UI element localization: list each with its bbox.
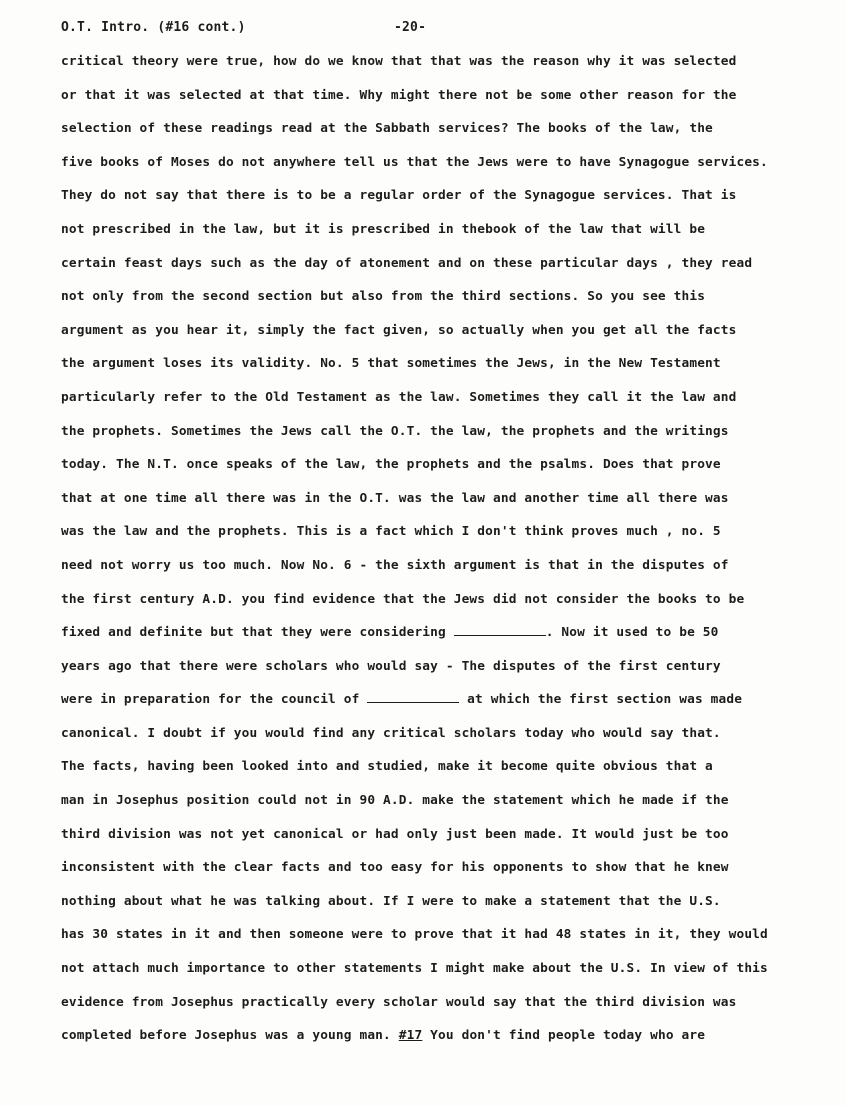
text-line: not only from the second section but also from the third sections. So you see this — [61, 289, 706, 305]
text-line: nothing about what he was talking about. If I were to make a statement that the U.S. — [61, 893, 721, 909]
text-line: They do not say that there is to be a regular order of the Synagogue services. That is — [61, 188, 737, 204]
text-line: canonical. I doubt if you would find any critical scholars today who would say that. — [61, 725, 721, 741]
section-reference: #17 — [398, 1028, 423, 1044]
text-segment: . Now it used to be 50 — [545, 625, 719, 641]
fill-in-blank — [454, 623, 546, 636]
text-line: selection of these readings read at the Sabbath services? The books of the law, the — [61, 121, 713, 137]
text-line: or that it was selected at that time. Why might there not be some other reason for the — [61, 87, 737, 103]
page-number: -20- — [394, 20, 427, 35]
text-line: The facts, having been looked into and studied, make it become quite obvious that a — [61, 759, 713, 775]
text-segment: You don't find people today who are — [422, 1028, 706, 1044]
text-segment: fixed and definite but that they were considering — [61, 625, 454, 641]
text-line-last — [61, 1026, 831, 1060]
text-line: was the law and the prophets. This is a fact which I don't think proves much , no. 5 — [61, 524, 721, 540]
text-segment: were in preparation for the council of — [61, 692, 368, 708]
text-line: the first century A.D. you find evidence that the Jews did not consider the books to be — [61, 591, 745, 607]
text-segment: at which the first section was made — [459, 692, 743, 708]
body-text — [61, 52, 831, 1060]
text-line: not attach much importance to other statements I might make about the U.S. In view of this — [61, 961, 768, 977]
text-line: third division was not yet canonical or had only just been made. It would just be too — [61, 826, 729, 842]
text-segment: completed before Josephus was a young man. — [61, 1028, 399, 1044]
text-line: inconsistent with the clear facts and too easy for his opponents to show that he knew — [61, 860, 729, 876]
text-line: certain feast days such as the day of atonement and on these particular days , they read — [61, 255, 753, 271]
text-line: particularly refer to the Old Testament as the law. Sometimes they call it the law and — [61, 389, 737, 405]
text-line-with-blank — [61, 623, 831, 657]
text-line: five books of Moses do not anywhere tell us that the Jews were to have Synagogue services. — [61, 154, 768, 170]
text-line: the argument loses its validity. No. 5 that sometimes the Jews, in the New Testament — [61, 356, 721, 372]
text-line: man in Josephus position could not in 90 A.D. make the statement which he made if the — [61, 793, 729, 809]
text-line: critical theory were true, how do we know that that was the reason why it was selected — [61, 54, 737, 69]
fill-in-blank — [367, 690, 459, 703]
text-line-with-blank — [61, 690, 831, 724]
text-line: years ago that there were scholars who would say - The disputes of the first century — [61, 658, 721, 674]
text-line: evidence from Josephus practically every scholar would say that the third division was — [61, 994, 737, 1010]
text-line: the prophets. Sometimes the Jews call the O.T. the law, the prophets and the writings — [61, 423, 729, 439]
text-line: argument as you hear it, simply the fact given, so actually when you get all the facts — [61, 322, 737, 338]
text-line: today. The N.T. once speaks of the law, the prophets and the psalms. Does that prove — [61, 457, 721, 473]
text-line: need not worry us too much. Now No. 6 - the sixth argument is that in the disputes of — [61, 557, 729, 573]
page-header — [61, 20, 801, 42]
text-line: that at one time all there was in the O.T. was the law and another time all there was — [61, 490, 729, 506]
text-line: not prescribed in the law, but it is prescribed in thebook of the law that will be — [61, 221, 706, 237]
lecture-title: O.T. Intro. (#16 cont.) — [61, 20, 246, 35]
text-line: has 30 states in it and then someone were to prove that it had 48 states in it, they would — [61, 927, 768, 943]
